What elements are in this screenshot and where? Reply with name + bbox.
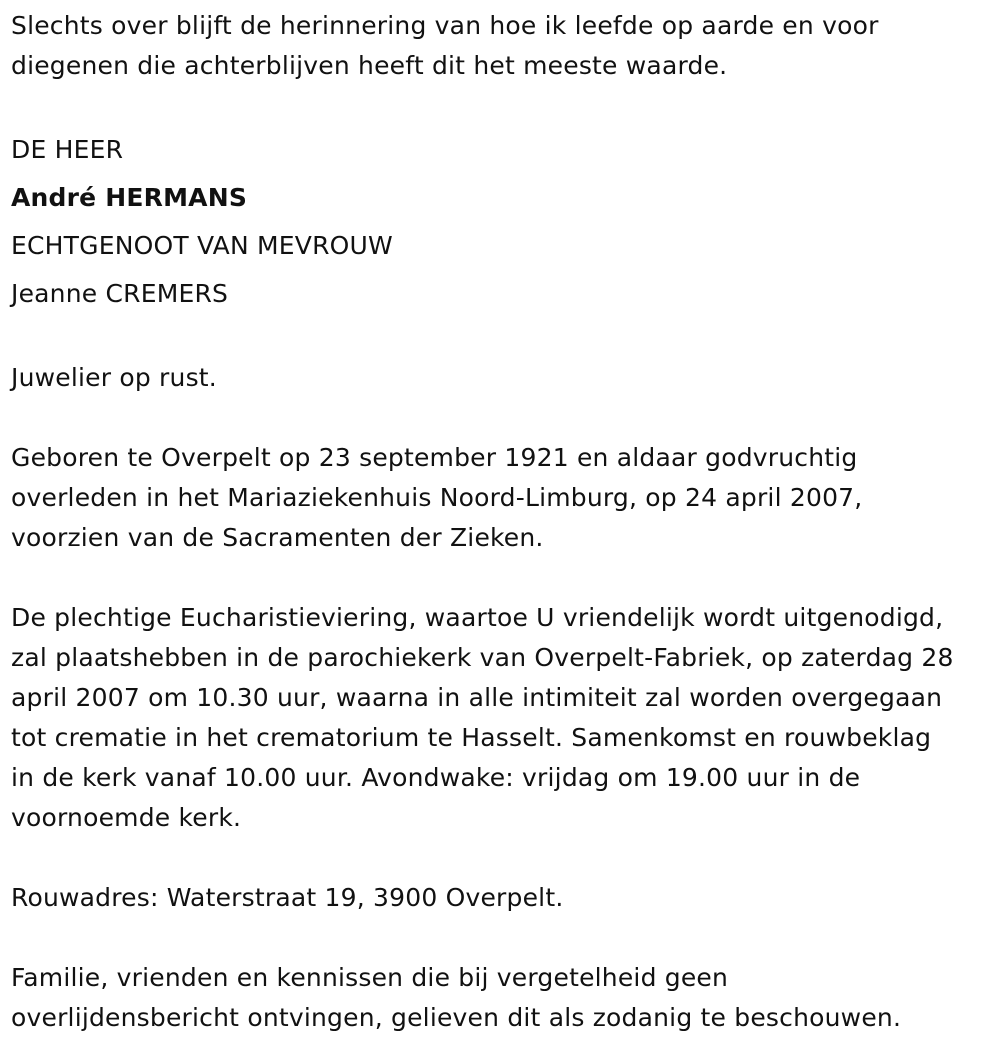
spacer xyxy=(11,838,990,878)
spacer xyxy=(11,318,990,358)
spacer xyxy=(11,398,990,438)
intro-paragraph: Slechts over blijft de herinnering van hoe ik leefde op aarde en voor diegenen die achterblijven heeft dit het meeste waarde. xyxy=(11,11,879,80)
deceased-name: André HERMANS xyxy=(11,183,248,212)
address-paragraph: Rouwadres: Waterstraat 19, 3900 Overpelt. xyxy=(11,883,564,912)
spacer xyxy=(11,558,990,598)
deceased-block xyxy=(11,126,990,318)
birth-death-paragraph: Geboren te Overpelt op 23 september 1921 en aldaar godvruchtig overleden in het Mariaziekenhuis Noord-Limburg, op 24 april 2007, voorzien van de Sacramenten der Zieken. xyxy=(11,443,863,552)
spouse-name: Jeanne CREMERS xyxy=(11,279,229,308)
spacer xyxy=(11,86,990,126)
closing-paragraph: Familie, vrienden en kennissen die bij vergetelheid geen overlijdensbericht ontvingen, gelieven dit als zodanig te beschouwen. xyxy=(11,963,902,1032)
spacer xyxy=(11,918,990,958)
ceremony-paragraph: De plechtige Eucharistieviering, waartoe U vriendelijk wordt uitgenodigd, zal plaatshebben in de parochiekerk van Overpelt-Fabriek, op zaterdag 28 april 2007 om 10.30 uur, waarna in alle intimiteit zal worden overgegaan tot crematie in het crematorium te Hasselt. Samenkomst en rouwbeklag in de kerk vanaf 10.00 uur. Avondwake: vrijdag om 19.00 uur in de voornoemde kerk. xyxy=(11,603,954,832)
spouse-line: ECHTGENOOT VAN MEVROUW xyxy=(11,231,393,260)
profession-paragraph: Juwelier op rust. xyxy=(11,363,217,392)
title-line: DE HEER xyxy=(11,135,124,164)
